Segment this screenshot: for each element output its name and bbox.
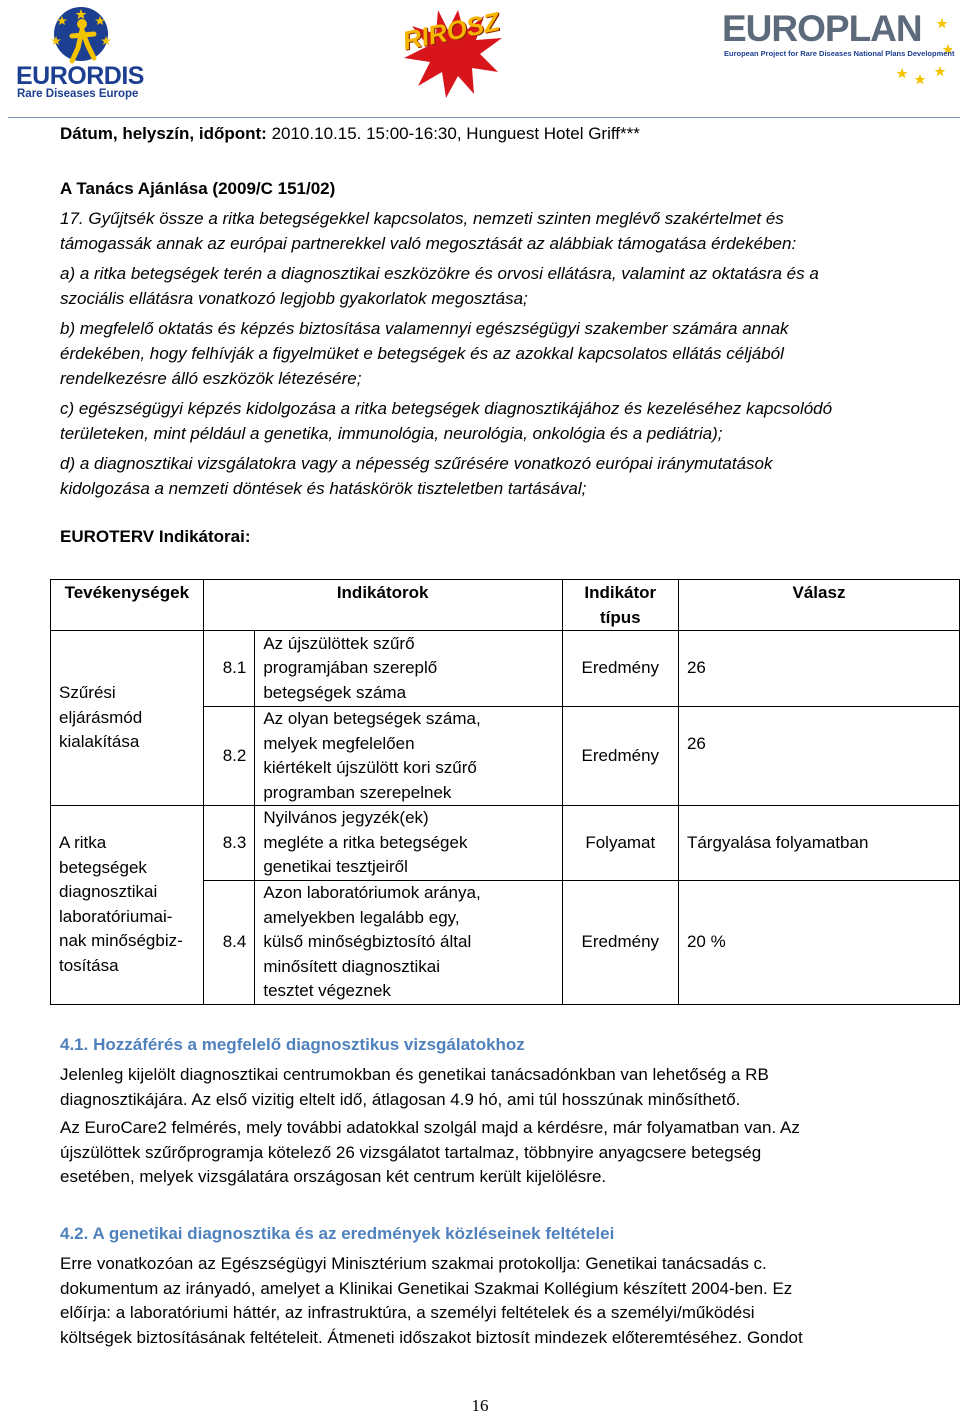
- recommendation-line: a) a ritka betegségek terén a diagnosztikai eszközökre és orvosi ellátásra, valamint az oktatásra és a: [60, 264, 819, 283]
- date-value: 2010.10.15. 15:00-16:30, Hunguest Hotel Griff***: [266, 124, 640, 143]
- section-41-line: újszülöttek szűrőprogramja kötelező 26 vizsgálatot tartalmaz, többnyire anyagcsere betegség: [60, 1143, 762, 1162]
- recommendation-line: rendelkezésre álló eszközök létezésére;: [60, 369, 362, 388]
- indicator-text: Nyilvános jegyzék(ek) megléte a ritka betegségek genetikai tesztjeiről: [255, 806, 562, 881]
- europlan-subtitle: European Project for Rare Diseases National Plans Development: [724, 49, 955, 58]
- recommendation-line: b) megfelelő oktatás és képzés biztosítása valamennyi egészségügyi szakember számára annak: [60, 319, 789, 338]
- indicator-text: Azon laboratóriumok aránya, amelyekben legalább egy, külső minőségbiztosító által minősített diagnosztikai tesztet végeznek: [255, 881, 562, 1005]
- eurordis-name: EURORDIS: [16, 62, 144, 90]
- indicator-number: 8.4: [203, 881, 255, 1005]
- indicator-type: Eredmény: [562, 707, 678, 806]
- indicator-number: 8.3: [203, 806, 255, 881]
- recommendation-title: A Tanács Ajánlása (2009/C 151/02): [60, 179, 336, 198]
- indicator-answer: 26: [678, 631, 959, 707]
- recommendation-line: kidolgozása a nemzeti döntések és hatáskörök tiszteletben tartásával;: [60, 479, 587, 498]
- indicator-answer: Tárgyalása folyamatban: [678, 806, 959, 881]
- europlan-name: EUROPLAN: [722, 8, 922, 49]
- section-42-heading: 4.2. A genetikai diagnosztika és az eredmények közléseinek feltételei: [60, 1224, 615, 1243]
- europlan-logo: [722, 8, 955, 92]
- indicator-type: Eredmény: [562, 631, 678, 707]
- recommendation-line: területeken, mint például a genetika, immunológia, neurológia, onkológia és a pediátria);: [60, 424, 723, 443]
- section-42-line: Erre vonatkozóan az Egészségügyi Minisztérium szakmai protokollja: Genetikai tanácsadás c.: [60, 1254, 767, 1273]
- indicator-text: Az újszülöttek szűrő programjában szereplő betegségek száma: [255, 631, 562, 707]
- recommendation-line: érdekében, hogy felhívják a figyelmüket e betegségek és az azokkal kapcsolatos ellátás céljából: [60, 344, 784, 363]
- recommendation-line: szociális ellátásra vonatkozó legjobb gyakorlatok megosztása;: [60, 289, 528, 308]
- indicators-table: [50, 579, 960, 1005]
- date-label: Dátum, helyszín, időpont:: [60, 124, 267, 143]
- header-divider: [8, 117, 960, 118]
- indicator-answer: 20 %: [678, 881, 959, 1005]
- section-41-line: Az EuroCare2 felmérés, mely további adatokkal szolgál majd a kérdésre, már folyamatban van. Az: [60, 1118, 800, 1137]
- section-41-line: diagnosztikájára. Az első vizitig eltelt idő, átlagosan 4.9 hó, ami túl hosszúnak minősíthető.: [60, 1090, 741, 1109]
- table-header-row: [51, 580, 960, 631]
- indicator-type: Eredmény: [562, 881, 678, 1005]
- header-answer: Válasz: [678, 580, 959, 631]
- indicators-title: EUROTERV Indikátorai:: [60, 527, 251, 546]
- header-activities: Tevékenységek: [51, 580, 204, 631]
- meeting-info: [60, 122, 640, 146]
- section-42-line: dokumentum az irányadó, amelyet a Klinikai Genetikai Szakmai Kollégium készített 2004-ben. Ez: [60, 1279, 793, 1298]
- rirosz-logo: [398, 2, 508, 102]
- eurordis-logo: [14, 6, 144, 98]
- activity-cell: Szűrési eljárásmód kialakítása: [51, 631, 204, 806]
- recommendation-line: 17. Gyűjtsék össze a ritka betegségekkel kapcsolatos, nemzeti szinten meglévő szakértelmet és: [60, 209, 784, 228]
- section-42-line: előírja: a laboratóriumi háttér, az infrastruktúra, a személyi feltételek és a személyi/működési: [60, 1303, 755, 1322]
- eurordis-stars-figure-icon: [42, 6, 120, 66]
- page-header: [0, 0, 960, 120]
- activity-cell: A ritka betegségek diagnosztikai laboratóriumai- nak minőségbiz- tosítása: [51, 806, 204, 1005]
- recommendation-line: d) a diagnosztikai vizsgálatokra vagy a népesség szűrésére vonatkozó európai iránymutatások: [60, 454, 773, 473]
- section-42-line: költségek biztosításának feltételeit. Átmeneti időszakot biztosít mindezek előteremtéséhez. Gondot: [60, 1328, 803, 1347]
- table-row: [51, 806, 960, 881]
- recommendation-line: c) egészségügyi képzés kidolgozása a ritka betegségek diagnosztikájához és kezeléséhez kapcsolódó: [60, 399, 833, 418]
- indicator-text: Az olyan betegségek száma, melyek megfelelően kiértékelt újszülött kori szűrő programban szerepelnek: [255, 707, 562, 806]
- indicator-number: 8.1: [203, 631, 255, 707]
- section-41-heading: 4.1. Hozzáférés a megfelelő diagnosztikus vizsgálatokhoz: [60, 1035, 525, 1054]
- rirosz-name: RIROSZ: [399, 6, 503, 56]
- table-row: [51, 631, 960, 707]
- section-41-line: Jelenleg kijelölt diagnosztikai centrumokban és genetikai tanácsadónkban van lehetőség a RB: [60, 1065, 769, 1084]
- indicator-type: Folyamat: [562, 806, 678, 881]
- page-number: 16: [471, 1396, 489, 1415]
- section-41-line: esetében, melyek vizsgálatára országosan két centrum került kijelölésre.: [60, 1167, 607, 1186]
- indicator-number: 8.2: [203, 707, 255, 806]
- header-indicator-type: Indikátor típus: [562, 580, 678, 631]
- header-indicators: Indikátorok: [203, 580, 562, 631]
- indicator-answer: 26: [678, 707, 959, 806]
- recommendation-line: támogassák annak az európai partnerekkel való megosztását az alábbiak támogatása érdekében:: [60, 234, 797, 253]
- eurordis-subtitle: Rare Diseases Europe: [17, 88, 139, 100]
